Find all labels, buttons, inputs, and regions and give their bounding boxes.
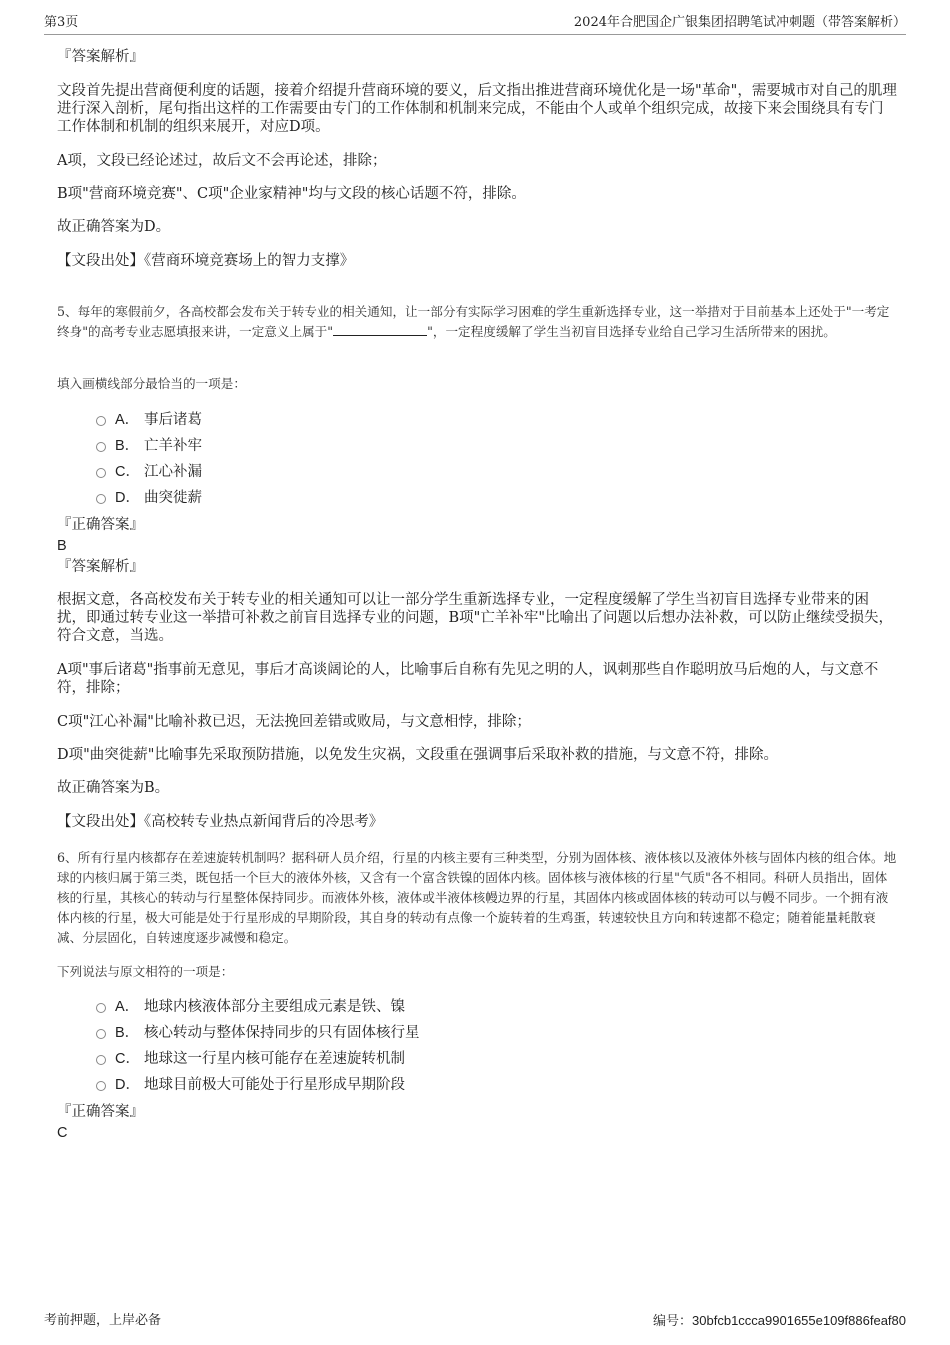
radio-icon[interactable] [96, 416, 106, 426]
radio-icon[interactable] [96, 442, 106, 452]
q5-stem-before: 5、每年的寒假前夕，各高校都会发布关于转专业的相关通知，让一部分有实际学习困难的学生重新选择专业，这一举措对于目前基本上还处于"一考定终身"的高考专业志愿填报来讲，一定意义上属于" [57, 304, 890, 339]
fill-blank [333, 323, 427, 336]
radio-icon[interactable] [96, 1029, 106, 1039]
q6-answer: C [57, 1125, 68, 1141]
q6-stem: 6、所有行星内核都存在差速旋转机制吗？据科研人员介绍，行星的内核主要有三种类型，分别为固体核、液体核以及液体外核与固体内核的组合体。地球的内核归属于第三类，既包括一个巨大的液体外核，又含有一个富含铁镍的固体内核。固体核与液体核的行星"气质"各不相同。科研人员指出，固体核的行星，其核心的转动与行星整体保持同步。而液体外核，液体或半液体核幔边界的行星，其固体内核或固体核的转动可以与幔不同步。一个拥有液体内核的行星，极大可能是处于行星形成的早期阶段，其自身的转动有点像一个旋转着的生鸡蛋，转速较快且方向和转速都不稳定；随着能量耗散衰减、分层固化，自转速度逐步减慢和稳定。 [57, 850, 897, 945]
q5-prompt: 填入画横线部分最恰当的一项是： [57, 376, 246, 391]
q5-stem-after: "，一定程度缓解了学生当初盲目选择专业给自己学习生活所带来的困扰。 [427, 324, 836, 339]
q5-analysis-label: 『答案解析』 [57, 559, 144, 575]
q5-stem [57, 302, 897, 342]
footer-slogan: 考前押题，上岸必备 [44, 1313, 162, 1328]
q5-analysis-p2: A项"事后诸葛"指事前无意见，事后才高谈阔论的人，比喻事后自称有先见之明的人，讽刺那些自作聪明放马后炮的人，与文意不符，排除； [57, 662, 879, 696]
q5-options [96, 407, 696, 511]
q4-analysis-p1: 文段首先提出营商便利度的话题，接着介绍提升营商环境的要义，后文指出推进营商环境优化是一场"革命"，需要城市对自己的肌理进行深入剖析，尾句指出这样的工作需要由专门的工作体制和机制来完成，不能由个人或单个组织完成，故接下来会围绕具有专门工作体制和机制的组织来展开，对应D项。 [57, 83, 897, 135]
q5-analysis-p3: C项"江心补漏"比喻补救已迟，无法挽回差错或败局，与文意相悖，排除； [57, 714, 531, 730]
q6-prompt: 下列说法与原文相符的一项是： [57, 964, 234, 979]
q5-answer: B [57, 538, 67, 554]
radio-icon[interactable] [96, 1003, 106, 1013]
analysis-label: 『答案解析』 [57, 49, 144, 65]
page-number: 第3页 [44, 15, 79, 30]
q5-option-b[interactable]: B． 亡羊补牢 [96, 433, 696, 459]
q5-answer-line: 故正确答案为B。 [57, 780, 170, 796]
q6-option-c[interactable]: C． 地球这一行星内核可能存在差速旋转机制 [96, 1046, 696, 1072]
q6-options [96, 994, 696, 1098]
q5-analysis-p4: D项"曲突徙薪"比喻事先采取预防措施，以免发生灾祸，文段重在强调事后采取补救的措施，与文意不符，排除。 [57, 747, 778, 763]
q4-analysis-p3: B项"营商环境竞赛"、C项"企业家精神"均与文段的核心话题不符，排除。 [57, 186, 526, 202]
q6-option-a[interactable]: A． 地球内核液体部分主要组成元素是铁、镍 [96, 994, 696, 1020]
page-footer [44, 1312, 906, 1332]
q4-analysis-p2: A项，文段已经论述过，故后文不会再论述，排除； [57, 153, 387, 169]
page-header [44, 14, 906, 35]
q5-answer-label: 『正确答案』 [57, 517, 144, 533]
q5-analysis-p1: 根据文意，各高校发布关于转专业的相关通知可以让一部分学生重新选择专业，一定程度缓解了学生当初盲目选择专业带来的困扰，即通过转专业这一举措可补救之前盲目选择专业的问题，B项"亡羊补牢"比喻出了问题以后想办法补救，可以防止继续受损失，符合文意，当选。 [57, 592, 893, 644]
radio-icon[interactable] [96, 1081, 106, 1091]
footer-code: 编号：30bfcb1ccca9901655e109f886feaf80 [653, 1313, 906, 1328]
q4-source: 【文段出处】《营商环境竞赛场上的智力支撑》 [57, 253, 355, 269]
q5-option-a[interactable]: A． 事后诸葛 [96, 407, 696, 433]
radio-icon[interactable] [96, 468, 106, 478]
q6-option-d[interactable]: D． 地球目前极大可能处于行星形成早期阶段 [96, 1072, 696, 1098]
q5-option-c[interactable]: C． 江心补漏 [96, 459, 696, 485]
q4-answer-line: 故正确答案为D。 [57, 219, 171, 235]
q6-option-b[interactable]: B． 核心转动与整体保持同步的只有固体核行星 [96, 1020, 696, 1046]
q6-answer-label: 『正确答案』 [57, 1104, 144, 1120]
radio-icon[interactable] [96, 494, 106, 504]
q5-option-d[interactable]: D． 曲突徙薪 [96, 485, 696, 511]
document-title: 2024年合肥国企广银集团招聘笔试冲刺题（带答案解析） [573, 15, 906, 30]
q5-source: 【文段出处】《高校转专业热点新闻背后的冷思考》 [57, 814, 384, 830]
radio-icon[interactable] [96, 1055, 106, 1065]
